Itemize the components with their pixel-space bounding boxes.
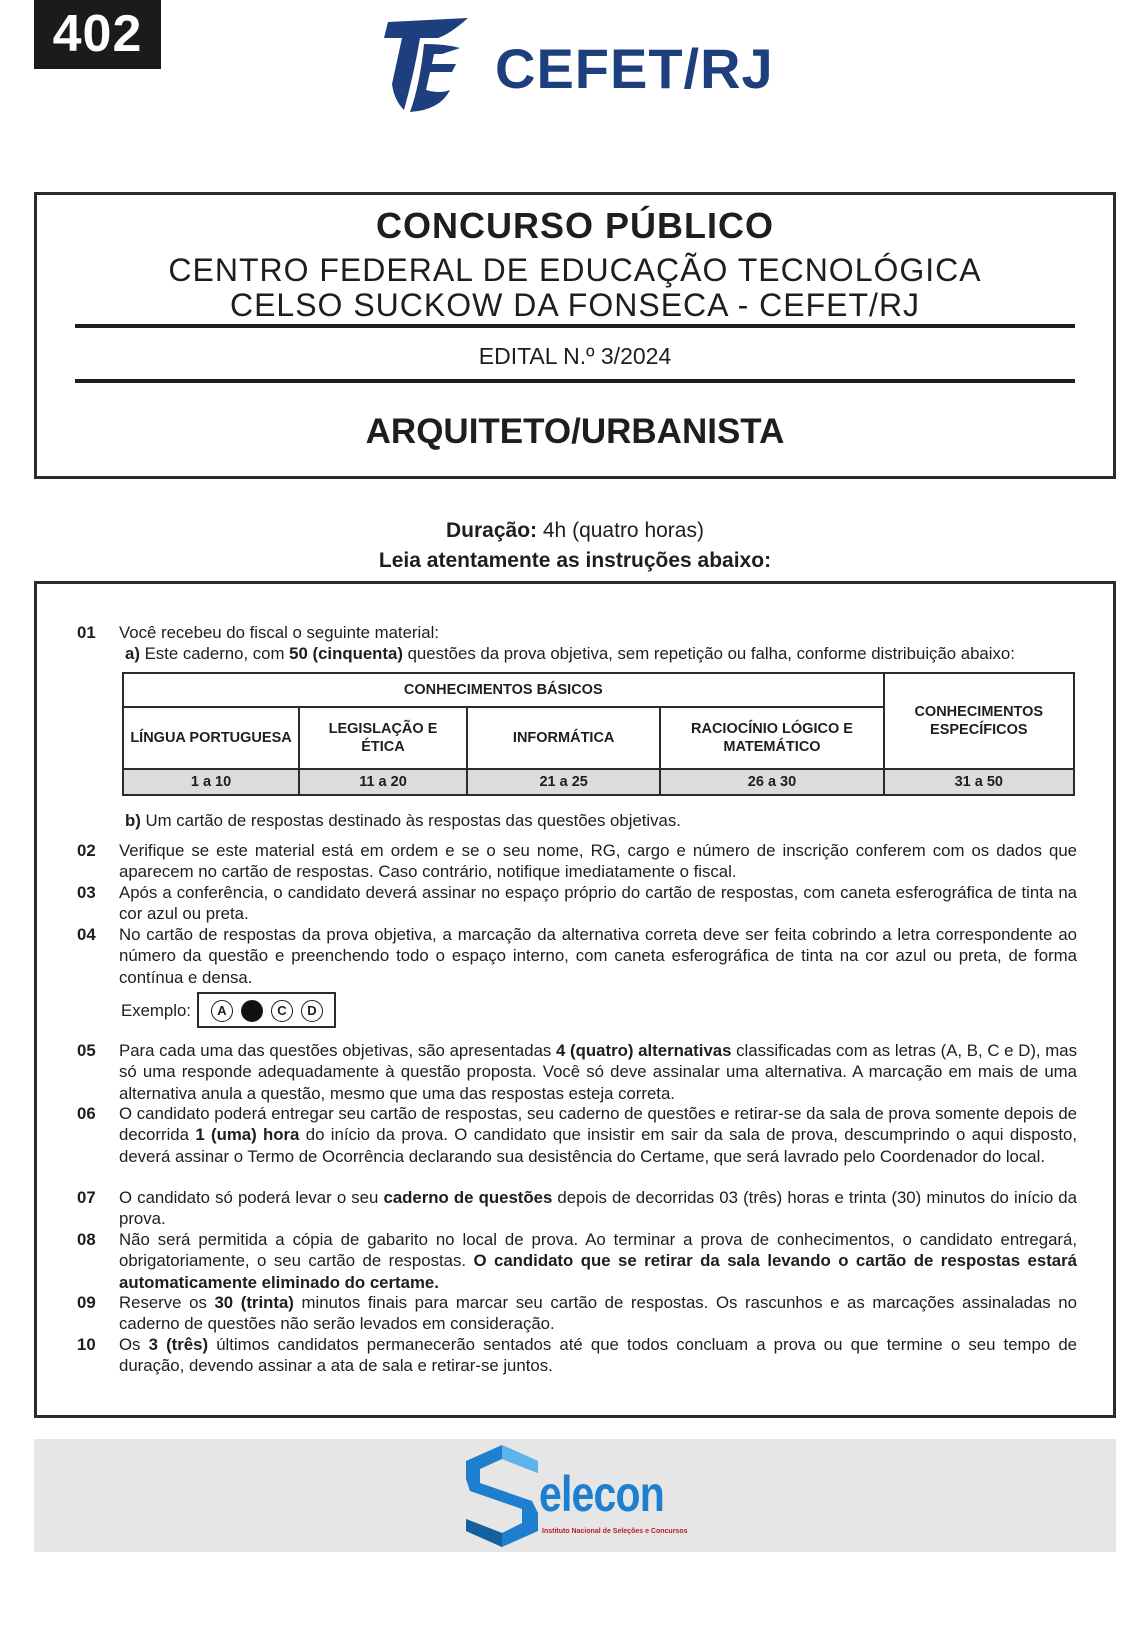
text-part: depois de decorridas 03 (três) horas e trinta (30) minutos do início da prova. (119, 1188, 1077, 1229)
table-group-header: CONHECIMENTOS BÁSICOS (123, 673, 884, 707)
text-bold: O candidato que se retirar da sala levando o cartão de respostas estará automaticamente eliminado do certame. (119, 1251, 1077, 1292)
selecon-brand-text: elecon (539, 1466, 664, 1522)
exam-header-box (34, 192, 1116, 479)
text-part: do início da prova. O candidato que insistir em sair da sala de prova, descumprindo o aqui disposto, deverá assinar o Termo de Ocorrência declarando sua desistência do Certame, que será lavrado pelo Coordenador do local. (119, 1125, 1077, 1166)
item-text (119, 1040, 1077, 1104)
table-range: 21 a 25 (467, 769, 660, 795)
read-instructions: Leia atentamente as instruções abaixo: (378, 549, 772, 572)
selecon-tagline: Instituto Nacional de Seleções e Concursos (542, 1528, 688, 1535)
text-part: O candidato poderá entregar seu cartão de respostas, seu caderno de questões e retirar-se da sala de prova somente depois de decorrida (119, 1104, 1077, 1145)
text-part: Reserve os (119, 1293, 215, 1312)
example-label: Exemplo: (121, 1001, 191, 1020)
cefet-logo (380, 14, 780, 114)
instruction-10 (77, 1334, 1077, 1377)
item-text (119, 1187, 1077, 1230)
item-text: Verifique se este material está em ordem e se o seu nome, RG, cargo e número de inscrição conferem com os dados que aparecem no cartão de respostas. Caso contrário, notifique imediatamente o fiscal. (119, 841, 1077, 882)
instruction-01-a (125, 643, 1015, 664)
bubble-c: C (271, 1000, 293, 1022)
item-text: Após a conferência, o candidato deverá assinar no espaço próprio do cartão de respostas, com caneta esferográfica de tinta na cor azul ou preta. (119, 883, 1077, 924)
item-number: 05 (77, 1041, 96, 1060)
table-subject: LEGISLAÇÃO E ÉTICA (299, 707, 467, 769)
text-part: Os (119, 1335, 149, 1354)
text-part: Para cada uma das questões objetivas, são apresentadas (119, 1041, 557, 1060)
instruction-08 (77, 1229, 1077, 1293)
instruction-01-b (125, 810, 681, 831)
instruction-09 (77, 1292, 1077, 1335)
instructions-box (34, 581, 1116, 1418)
item-number: 02 (77, 841, 96, 860)
table-range: 26 a 30 (660, 769, 883, 795)
institution-line-2: CELSO SUCKOW DA FONSECA - CEFET/RJ (229, 287, 921, 323)
instruction-01 (77, 622, 1077, 643)
contest-title: CONCURSO PÚBLICO (375, 205, 774, 246)
bubble-d: D (301, 1000, 323, 1022)
text-part: Não será permitida a cópia de gabarito no local de prova. Ao terminar a prova de conhecimentos, o candidato entregará, obrigatoriamente, o seu cartão de respostas. (119, 1230, 1077, 1271)
text-part: O candidato só poderá levar o seu (119, 1188, 384, 1207)
text-part: classificadas com as letras (A, B, C e D), mas só uma responde adequadamente à questão proposta. Você só deve assinalar uma alternativa. A marcação em mais de uma alternativa anula a questão, mesmo que uma das respostas esteja correta. (119, 1041, 1077, 1103)
divider (75, 379, 1075, 383)
item-number: 01 (77, 623, 96, 642)
sub-text: questões da prova objetiva, sem repetição ou falha, conforme distribuição abaixo: (402, 644, 1015, 663)
text-bold: 4 (quatro) alternativas (556, 1041, 732, 1060)
edital-number: EDITAL N.º 3/2024 (478, 343, 672, 369)
question-distribution-table (122, 672, 1075, 796)
item-number: 10 (77, 1335, 96, 1354)
item-text: Você recebeu do fiscal o seguinte material: (119, 623, 439, 642)
instruction-06 (77, 1103, 1077, 1167)
selecon-s-icon (462, 1443, 542, 1549)
institution-line-1: CENTRO FEDERAL DE EDUCAÇÃO TECNOLÓGICA (168, 252, 982, 288)
duration-value: 4h (quatro horas) (537, 519, 704, 542)
table-range: 1 a 10 (123, 769, 299, 795)
sub-label: a) (125, 644, 140, 663)
duration-label: Duração: (446, 519, 538, 542)
instruction-03 (77, 882, 1077, 925)
bubble-b-filled (241, 1000, 263, 1022)
item-number: 08 (77, 1230, 96, 1249)
item-number: 03 (77, 883, 96, 902)
table-subject: INFORMÁTICA (467, 707, 660, 769)
item-number: 06 (77, 1104, 96, 1123)
cefet-logo-text: CEFET/RJ (495, 37, 774, 100)
item-text: No cartão de respostas da prova objetiva, a marcação da alternativa correta deve ser feita cobrindo a letra correspondente ao número da questão e preenchendo todo o espaço interno, com caneta esferográfica de tinta na cor azul ou preta, de forma contínua e densa. (119, 925, 1077, 987)
text-bold: 1 (uma) hora (195, 1125, 300, 1145)
item-number: 09 (77, 1293, 96, 1312)
table-specific-header: CONHECIMENTOS ESPECÍFICOS (884, 673, 1074, 769)
instruction-04 (77, 924, 1077, 988)
item-number: 04 (77, 925, 96, 944)
text-bold: 30 (trinta) (214, 1293, 294, 1312)
example-bubbles (197, 992, 336, 1028)
sub-bold: 50 (cinquenta) (289, 644, 403, 663)
table-range: 31 a 50 (884, 769, 1074, 795)
text-part: últimos candidatos permanecerão sentados até que todos concluam a prova ou que termine o seu tempo de duração, devendo assinar a ata de sala e retirar-se juntos. (119, 1335, 1077, 1376)
text-part: minutos finais para marcar seu cartão de respostas. Os rascunhos e as marcações assinaladas no caderno de questões não serão levados em consideração. (119, 1293, 1077, 1334)
booklet-code: 402 (34, 0, 161, 69)
sub-text: Um cartão de respostas destinado às respostas das questões objetivas. (140, 811, 681, 830)
text-bold: 3 (três) (148, 1335, 209, 1354)
bubble-a: A (211, 1000, 233, 1022)
table-subject: RACIOCÍNIO LÓGICO E MATEMÁTICO (660, 707, 883, 769)
job-role: ARQUITETO/URBANISTA (365, 412, 785, 451)
sub-label: b) (125, 811, 141, 830)
selecon-footer (34, 1439, 1116, 1552)
sub-text: Este caderno, com (139, 644, 290, 663)
cefet-emblem-icon (380, 14, 480, 114)
text-bold: caderno de questões (383, 1188, 553, 1207)
divider (75, 324, 1075, 328)
item-text (119, 1103, 1077, 1167)
table-range: 11 a 20 (299, 769, 467, 795)
table-subject: LÍNGUA PORTUGUESA (123, 707, 299, 769)
instruction-02 (77, 840, 1077, 883)
item-text (119, 1334, 1077, 1377)
item-text (119, 1292, 1077, 1335)
item-text (119, 1229, 1077, 1293)
instruction-05 (77, 1040, 1077, 1104)
instruction-07 (77, 1187, 1077, 1230)
exam-duration (0, 519, 1135, 543)
item-number: 07 (77, 1188, 96, 1207)
